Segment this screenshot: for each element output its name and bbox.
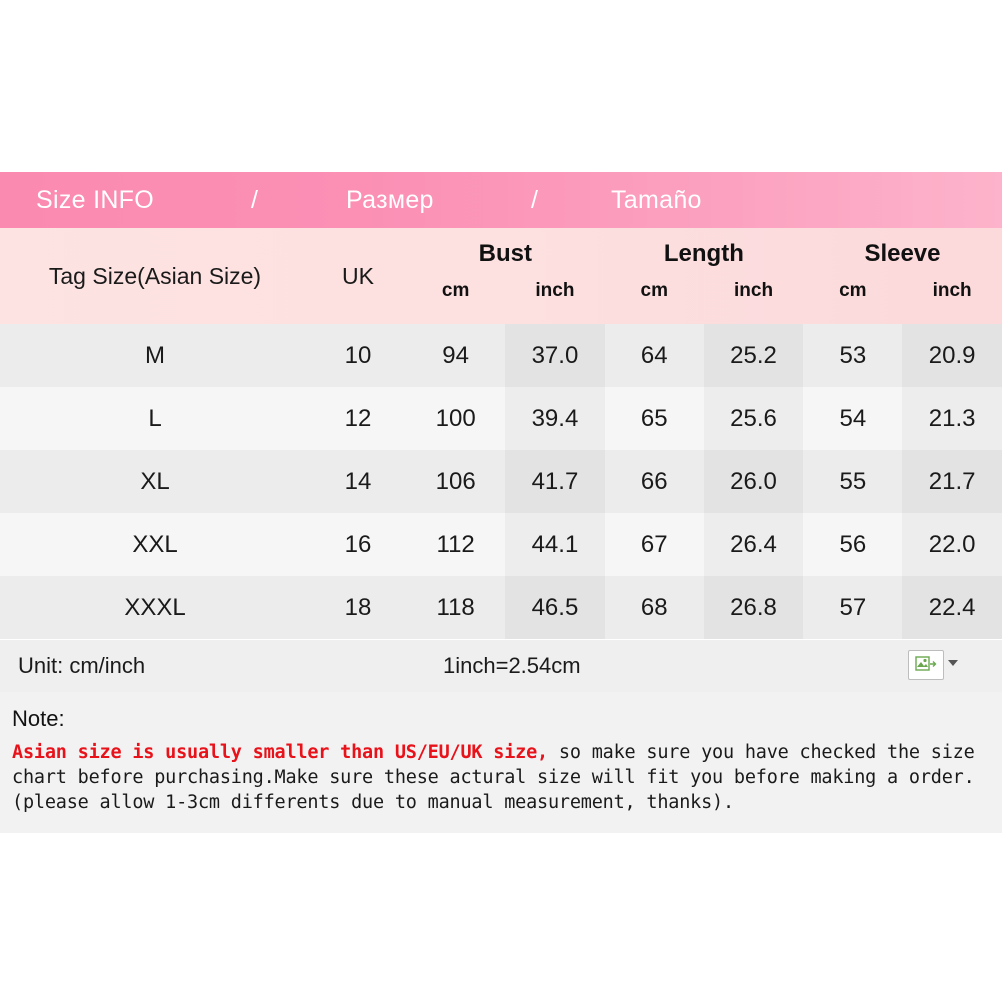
unit-label: Unit: cm/inch — [18, 653, 146, 678]
table-row — [0, 324, 1002, 387]
cell-bust-cm: 112 — [436, 530, 475, 558]
cell-uk: 14 — [344, 467, 372, 495]
unit-sleeve-cm: cm — [839, 280, 867, 301]
table-header — [0, 228, 1002, 324]
column-group-sleeve — [803, 228, 1002, 324]
table-header-row — [0, 228, 1002, 324]
unit-length-cm: cm — [640, 280, 668, 301]
cell-length-cm: 67 — [640, 530, 668, 558]
note-label: Note: — [12, 706, 65, 731]
cell-sleeve-cm: 54 — [839, 404, 867, 432]
column-units-sleeve — [803, 280, 1002, 324]
note-rest: so make sure you have checked the size chart before purchasing.Make sure these actural size will fit you before making a order.(please allow 1-3cm differents due to manual measurement, thanks). — [12, 742, 975, 813]
unit-length-inch: inch — [734, 280, 774, 301]
cell-bust-cm: 118 — [436, 593, 475, 621]
title-separator-2: / — [531, 185, 539, 214]
cell-length-inch: 26.8 — [704, 576, 803, 639]
cell-bust-inch: 39.4 — [505, 387, 604, 450]
size-chart — [0, 172, 1002, 833]
cell-length-cm: 68 — [640, 593, 668, 621]
column-header-tag-size: Tag Size(Asian Size) — [48, 262, 262, 289]
column-units-length — [605, 280, 804, 324]
cell-bust-cm: 94 — [442, 341, 469, 369]
unit-bar — [0, 639, 1002, 692]
title-spanish: Tamaño — [611, 185, 702, 214]
column-header-bust: Bust — [478, 240, 532, 267]
cell-length-inch: 26.0 — [704, 450, 803, 513]
cell-length-cm: 64 — [640, 341, 668, 369]
column-header-length: Length — [663, 240, 744, 267]
cell-bust-inch: 37.0 — [505, 324, 604, 387]
cell-bust-inch: 46.5 — [505, 576, 604, 639]
cell-length-inch: 25.2 — [704, 324, 803, 387]
cell-tag-size: L — [148, 404, 162, 432]
cell-bust-inch: 44.1 — [505, 513, 604, 576]
cell-sleeve-inch: 21.7 — [902, 450, 1001, 513]
column-header-sleeve: Sleeve — [864, 240, 941, 267]
cell-sleeve-cm: 53 — [839, 341, 867, 369]
cell-uk: 10 — [344, 341, 372, 369]
cell-sleeve-cm: 57 — [839, 593, 867, 621]
chevron-down-icon[interactable] — [948, 660, 958, 666]
title-russian: Размер — [346, 185, 434, 214]
cell-tag-size: XL — [140, 467, 170, 495]
title-english: Size INFO — [36, 185, 154, 214]
table-row — [0, 576, 1002, 639]
cell-length-inch: 26.4 — [704, 513, 803, 576]
size-info-title-bar — [0, 172, 1002, 228]
cell-uk: 12 — [344, 404, 372, 432]
cell-sleeve-inch: 21.3 — [902, 387, 1001, 450]
table-row — [0, 387, 1002, 450]
cell-sleeve-inch: 20.9 — [902, 324, 1001, 387]
table-row — [0, 513, 1002, 576]
note-text — [12, 740, 990, 815]
cell-length-inch: 25.6 — [704, 387, 803, 450]
image-export-icon[interactable] — [908, 650, 944, 680]
note-block — [0, 692, 1002, 833]
unit-bust-inch: inch — [535, 280, 575, 301]
column-group-length — [605, 228, 804, 324]
cell-sleeve-cm: 55 — [839, 467, 867, 495]
column-units-bust — [406, 280, 605, 324]
cell-tag-size: M — [145, 341, 165, 369]
cell-sleeve-inch: 22.4 — [902, 576, 1001, 639]
unit-bust-cm: cm — [441, 280, 470, 301]
cell-uk: 18 — [344, 593, 372, 621]
cell-length-cm: 65 — [640, 404, 668, 432]
title-separator-1: / — [251, 185, 259, 214]
cell-sleeve-cm: 56 — [839, 530, 867, 558]
note-highlight: Asian size is usually smaller than US/EU/UK size, — [12, 742, 548, 763]
unit-sleeve-inch: inch — [932, 280, 972, 301]
cell-bust-cm: 100 — [435, 404, 476, 432]
cell-tag-size: XXL — [132, 530, 178, 558]
column-header-uk: UK — [342, 262, 374, 289]
cell-bust-inch: 41.7 — [505, 450, 604, 513]
cell-uk: 16 — [344, 530, 372, 558]
cell-tag-size: XXXL — [124, 593, 186, 621]
cell-bust-cm: 106 — [435, 467, 476, 495]
column-group-bust — [406, 228, 605, 324]
cell-length-cm: 66 — [640, 467, 668, 495]
cell-sleeve-inch: 22.0 — [902, 513, 1001, 576]
conversion-label: 1inch=2.54cm — [443, 653, 581, 678]
table-row — [0, 450, 1002, 513]
